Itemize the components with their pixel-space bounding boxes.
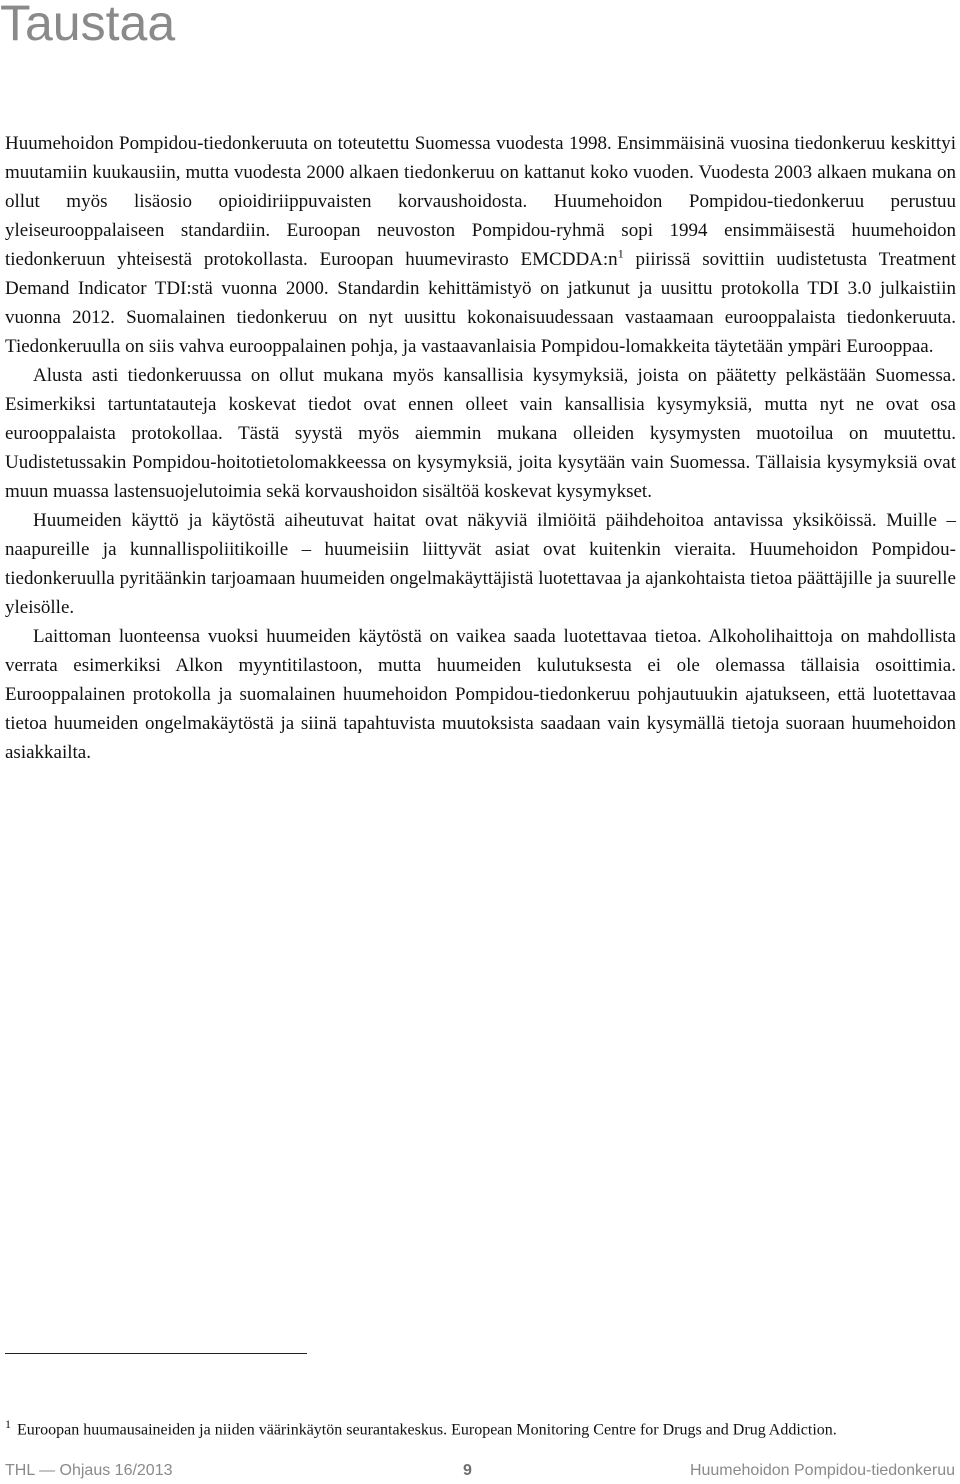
paragraph-2: Alusta asti tiedonkeruussa on ollut mukana myös kansallisia kysymyksiä, joista on päätetty pelkästään Suomessa. Esimerkiksi tartuntatauteja koskevat tiedot ovat ennen olleet vain kansallisia kysymyksiä, mutta nyt ne ovat osa eurooppalaista protokollaa. Tästä syystä myös aiemmin mukana olleiden kysymysten muotoilua on muutettu. Uudistetussakin Pompidou-hoitotietolomakkeessa on kysymyksiä, joita kysytään vain Suomessa. Tällaisia kysymyksiä ovat muun muassa lastensuojelutoimia sekä korvaushoidon sisältöä koskevat kysymykset. bbox=[5, 365, 956, 502]
footnote-reference: 1 bbox=[617, 246, 624, 261]
page-title: Taustaa bbox=[0, 0, 176, 51]
footnote-number: 1 bbox=[5, 1417, 11, 1431]
body-text bbox=[5, 129, 956, 767]
paragraph-3: Huumeiden käyttö ja käytöstä aiheutuvat haitat ovat näkyviä ilmiöitä päihdehoitoa antavissa yksiköissä. Muille – naapureille ja kunnallispoliitikoille – huumeisiin liittyvät asiat ovat kuitenkin vieraita. Huumehoidon Pompidou-tiedonkeruulla pyritäänkin tarjoamaan huumeiden ongelmakäyttäjistä luotettavaa ja ajankohtaista tietoa päättäjille ja suurelle yleisölle. bbox=[5, 510, 956, 618]
paragraph-1-text: Huumehoidon Pompidou-tiedonkeruuta on toteutettu Suomessa vuodesta 1998. Ensimmäisinä vuosina tiedonkeruu keskittyi muutamiin kuukausiin, mutta vuodesta 2000 alkaen tiedonkeruu on kattanut koko vuoden. Vuodesta 2003 alkaen mukana on ollut myös lisäosio opioidiriippuvaisten korvaushoidosta. Huumehoidon Pompidou-tiedonkeruu perustuu yleiseurooppalaiseen standardiin. Euroopan neuvoston Pompidou-ryhmä sopi 1994 ensimmäisestä huumehoidon tiedonkeruun yhteisestä protokollasta. Euroopan huumevirasto EMCDDA:n bbox=[5, 133, 956, 270]
footnote-divider bbox=[5, 1353, 307, 1354]
footnote bbox=[5, 1417, 955, 1439]
page-number: 9 bbox=[463, 1462, 472, 1479]
footer-document-title: Huumehoidon Pompidou-tiedonkeruu bbox=[689, 1462, 955, 1479]
footer-publication: THL — Ohjaus 16/2013 bbox=[5, 1462, 173, 1479]
paragraph-4: Laittoman luonteensa vuoksi huumeiden käytöstä on vaikea saada luotettavaa tietoa. Alkoholihaittoja on mahdollista verrata esimerkiksi Alkon myyntitilastoon, mutta huumeiden kulutuksesta ei ole olemassa tällaisia osoittimia. Eurooppalainen protokolla ja suomalainen huumehoidon Pompidou-tiedonkeruu pohjautuukin ajatukseen, että luotettavaa tietoa huumeiden ongelmakäytöstä ja siinä tapahtuvista muutoksista saadaan vain kysymällä tietoja suoraan huumehoidon asiakkailta. bbox=[5, 626, 956, 763]
paragraph-1 bbox=[5, 129, 956, 361]
paragraph-1-text-continued: piirissä sovittiin uudistetusta Treatment Demand Indicator TDI:stä vuonna 2000. Standardin kehittämistyö on jatkunut ja uusittu protokolla TDI 3.0 julkaistiin vuonna 2012. Suomalainen tiedonkeruu on nyt uusittu kokonaisuudessaan vastaamaan eurooppalaista tiedonkeruuta. Tiedonkeruulla on siis vahva eurooppalainen pohja, ja vastaavanlaisia Pompidou-lomakkeita täytetään ympäri Eurooppaa. bbox=[5, 249, 956, 357]
page-footer bbox=[5, 1462, 955, 1484]
footnote-text: Euroopan huumausaineiden ja niiden väärinkäytön seurantakeskus. European Monitoring Centre for Drugs and Drug Addiction. bbox=[17, 1421, 837, 1439]
